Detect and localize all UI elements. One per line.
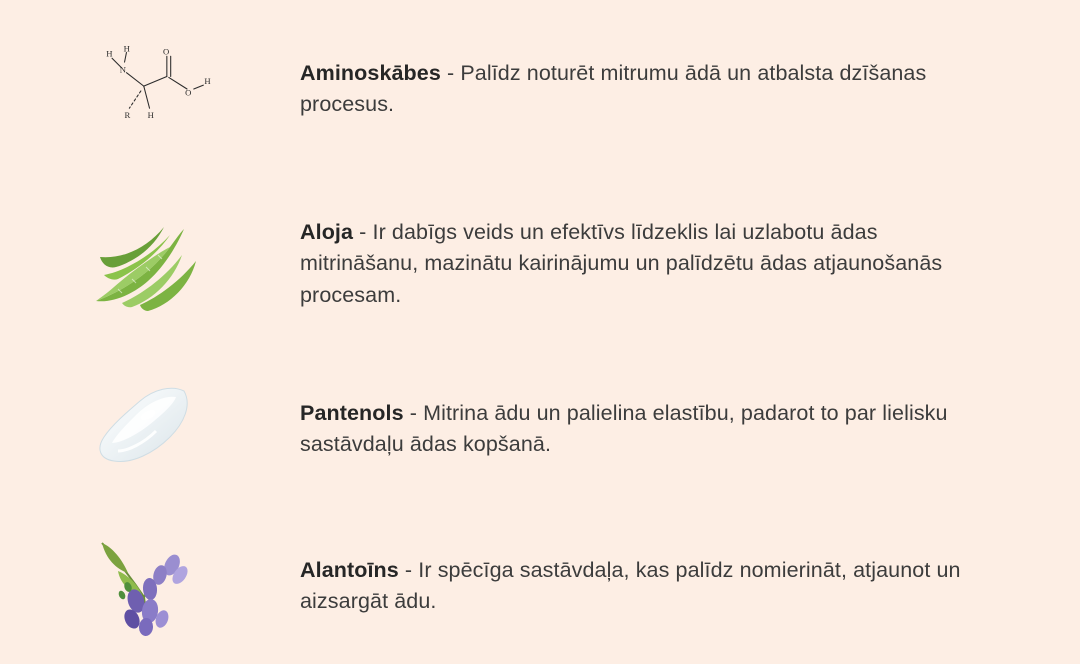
list-item (0, 508, 1080, 664)
icon-cell (0, 209, 300, 319)
separator: - (440, 60, 461, 85)
svg-text:O: O (184, 87, 191, 98)
ingredient-name: Pantenols (300, 400, 404, 425)
ingredient-text: Ir dabīgs veids un efektīvs līdzeklis lai uzlabotu ādas mitrināšanu, mazinātu kairinājumu un palīdzētu ādas atjaunošanās procesam. (300, 220, 943, 307)
svg-text:H: H (147, 109, 154, 120)
text-cell (300, 36, 1080, 141)
svg-text:H: H (203, 76, 211, 87)
svg-text:H: H (123, 43, 130, 54)
ingredient-description (300, 58, 990, 120)
text-cell (300, 376, 1080, 481)
ingredient-text: Ir spēcīga sastāvdaļa, kas palīdz nomierināt, atjaunot un aizsargāt ādu. (300, 557, 961, 613)
icon-cell (0, 34, 300, 144)
ingredient-name: Alantoīns (300, 557, 399, 582)
aloe-vera-leaf-icon (88, 209, 213, 319)
comfrey-flower-icon (88, 531, 213, 641)
svg-text:H: H (105, 48, 113, 59)
ingredient-description (300, 398, 990, 460)
ingredient-name: Aloja (300, 220, 354, 245)
text-cell (300, 196, 1080, 333)
list-item (0, 350, 1080, 508)
separator: - (403, 400, 424, 425)
ingredient-description (300, 217, 990, 311)
ingredient-text: Mitrina ādu un palielina elastību, padarot to par lielisku sastāvdaļu ādas kopšanā. (300, 400, 948, 456)
list-item (0, 0, 1080, 178)
svg-text:O: O (162, 46, 169, 57)
ingredient-description (300, 555, 990, 617)
gel-smear-icon (88, 374, 213, 484)
separator: - (353, 220, 373, 245)
list-item (0, 178, 1080, 350)
icon-cell (0, 374, 300, 484)
amino-acid-molecule-icon (88, 34, 213, 144)
icon-cell (0, 531, 300, 641)
ingredient-name: Aminoskābes (300, 60, 441, 85)
svg-text:R: R (124, 109, 130, 120)
separator: - (398, 557, 419, 582)
text-cell (300, 533, 1080, 638)
ingredient-text: Palīdz noturēt mitrumu ādā un atbalsta dzīšanas procesus. (300, 60, 927, 116)
svg-text:N: N (119, 64, 126, 75)
